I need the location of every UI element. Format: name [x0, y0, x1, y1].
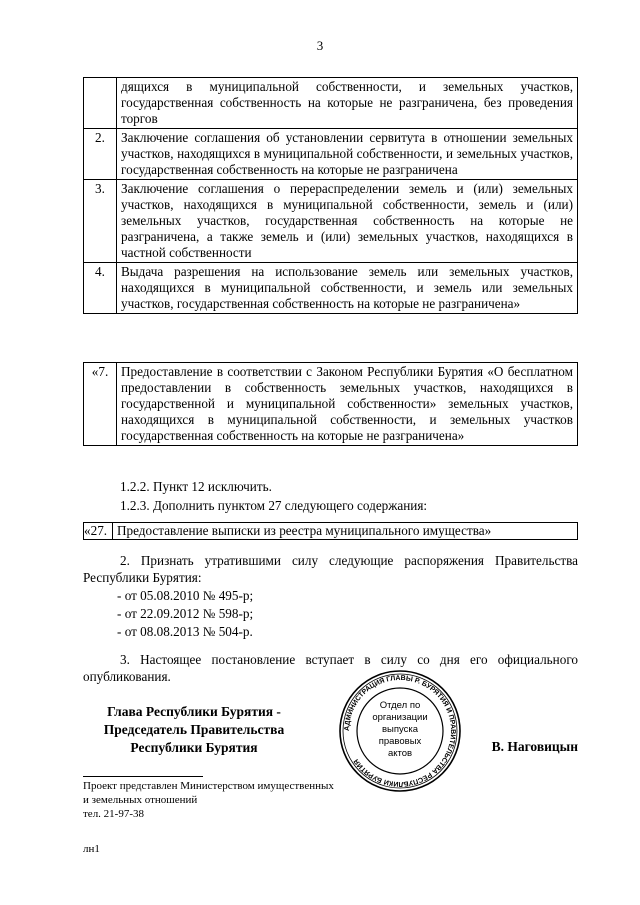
- stamp-ring-text: АДМИНИСТРАЦИЯ ГЛАВЫ Р. БУРЯТИЯ И ПРАВИТЕЛЬСТВА РЕСПУБЛИКИ БУРЯТИЯ: [343, 674, 457, 788]
- row-text: дящихся в муниципальной собственности, и земельных участков, государственная собственность на которые не разграничена, без проведения торгов: [117, 78, 578, 129]
- svg-text:выпуска: выпуска: [381, 724, 419, 735]
- signatory-name: В. Наговицын: [491, 739, 578, 754]
- table-row: [84, 523, 578, 540]
- section-3-text: 3. Настоящее постановление вступает в силу со дня его официального опубликования.: [83, 652, 578, 684]
- list-item: - от 08.08.2013 № 504-р.: [117, 624, 253, 639]
- row-number: «27.: [84, 523, 113, 540]
- item-1-2-3: 1.2.3. Дополнить пунктом 27 следующего содержания:: [120, 498, 428, 513]
- svg-text:организации: организации: [372, 712, 428, 723]
- footnote-divider: [83, 776, 203, 777]
- row-text: Заключение соглашения об установлении сервитута в отношении земельных участков, находящихся в муниципальной собственности, и земельных участков, государственная собственность на которые не разграничена: [117, 129, 578, 180]
- amendment-table-item27: [83, 522, 578, 540]
- footer-line: тел. 21-97-38: [83, 808, 145, 820]
- row-number: «7.: [84, 363, 117, 446]
- amendment-table-item7: [83, 362, 578, 446]
- item-1-2-2: 1.2.2. Пункт 12 исключить.: [120, 479, 272, 494]
- row-number: 4.: [84, 263, 117, 314]
- table-row: [84, 263, 578, 314]
- signatory-title-line: Республики Бурятия: [130, 740, 258, 755]
- services-table: [83, 77, 578, 314]
- table-row: [84, 78, 578, 129]
- row-number: [84, 78, 117, 129]
- row-text: Выдача разрешения на использование земель или земельных участков, находящихся в муниципальной собственности, и земель или земельных участков, государственная собственность на которые не разграничена»: [117, 263, 578, 314]
- row-number: 2.: [84, 129, 117, 180]
- table-row: [84, 363, 578, 446]
- svg-text:Отдел по: Отдел по: [379, 700, 421, 711]
- footer-line: и земельных отношений: [83, 794, 198, 806]
- row-text: Предоставление выписки из реестра муниципального имущества»: [113, 523, 578, 540]
- page-number: 3: [316, 38, 324, 53]
- signatory-title-line: Глава Республики Бурятия -: [107, 704, 281, 719]
- document-code: лн1: [83, 843, 100, 855]
- row-text: Предоставление в соответствии с Законом Республики Бурятия «О бесплатном предоставлении в собственность земельных участков, находящихся в государственной и муниципальной собственности» земельных участков, находящихся в муниципальной собственности, и земельных участков государственная собственность на которые не разграничена»: [117, 363, 578, 446]
- table-row: [84, 129, 578, 180]
- section-2-text: 2. Признать утратившими силу следующие распоряжения Правительства Республики Бурятия:: [83, 553, 578, 585]
- footer-line: Проект представлен Министерством имущественных: [83, 780, 334, 792]
- table-row: [84, 180, 578, 263]
- stamp-center-text: [372, 700, 427, 759]
- row-text: Заключение соглашения о перераспределении земель и (или) земельных участков, находящихся в муниципальной собственности, земель и (или) земельных участков, государственная собственность на которые не разграничена, а также земель и (или) земельных участков, находящихся в частной собственности: [117, 180, 578, 263]
- svg-text:актов: актов: [387, 748, 413, 759]
- svg-text:правовых: правовых: [378, 736, 422, 747]
- official-stamp: [337, 668, 463, 794]
- signatory-title: [83, 703, 305, 757]
- list-item: - от 22.09.2012 № 598-р;: [117, 606, 254, 621]
- list-item: - от 05.08.2010 № 495-р;: [117, 588, 254, 603]
- row-number: 3.: [84, 180, 117, 263]
- footer-note: [83, 779, 483, 821]
- signatory-title-line: Председатель Правительства: [103, 722, 285, 737]
